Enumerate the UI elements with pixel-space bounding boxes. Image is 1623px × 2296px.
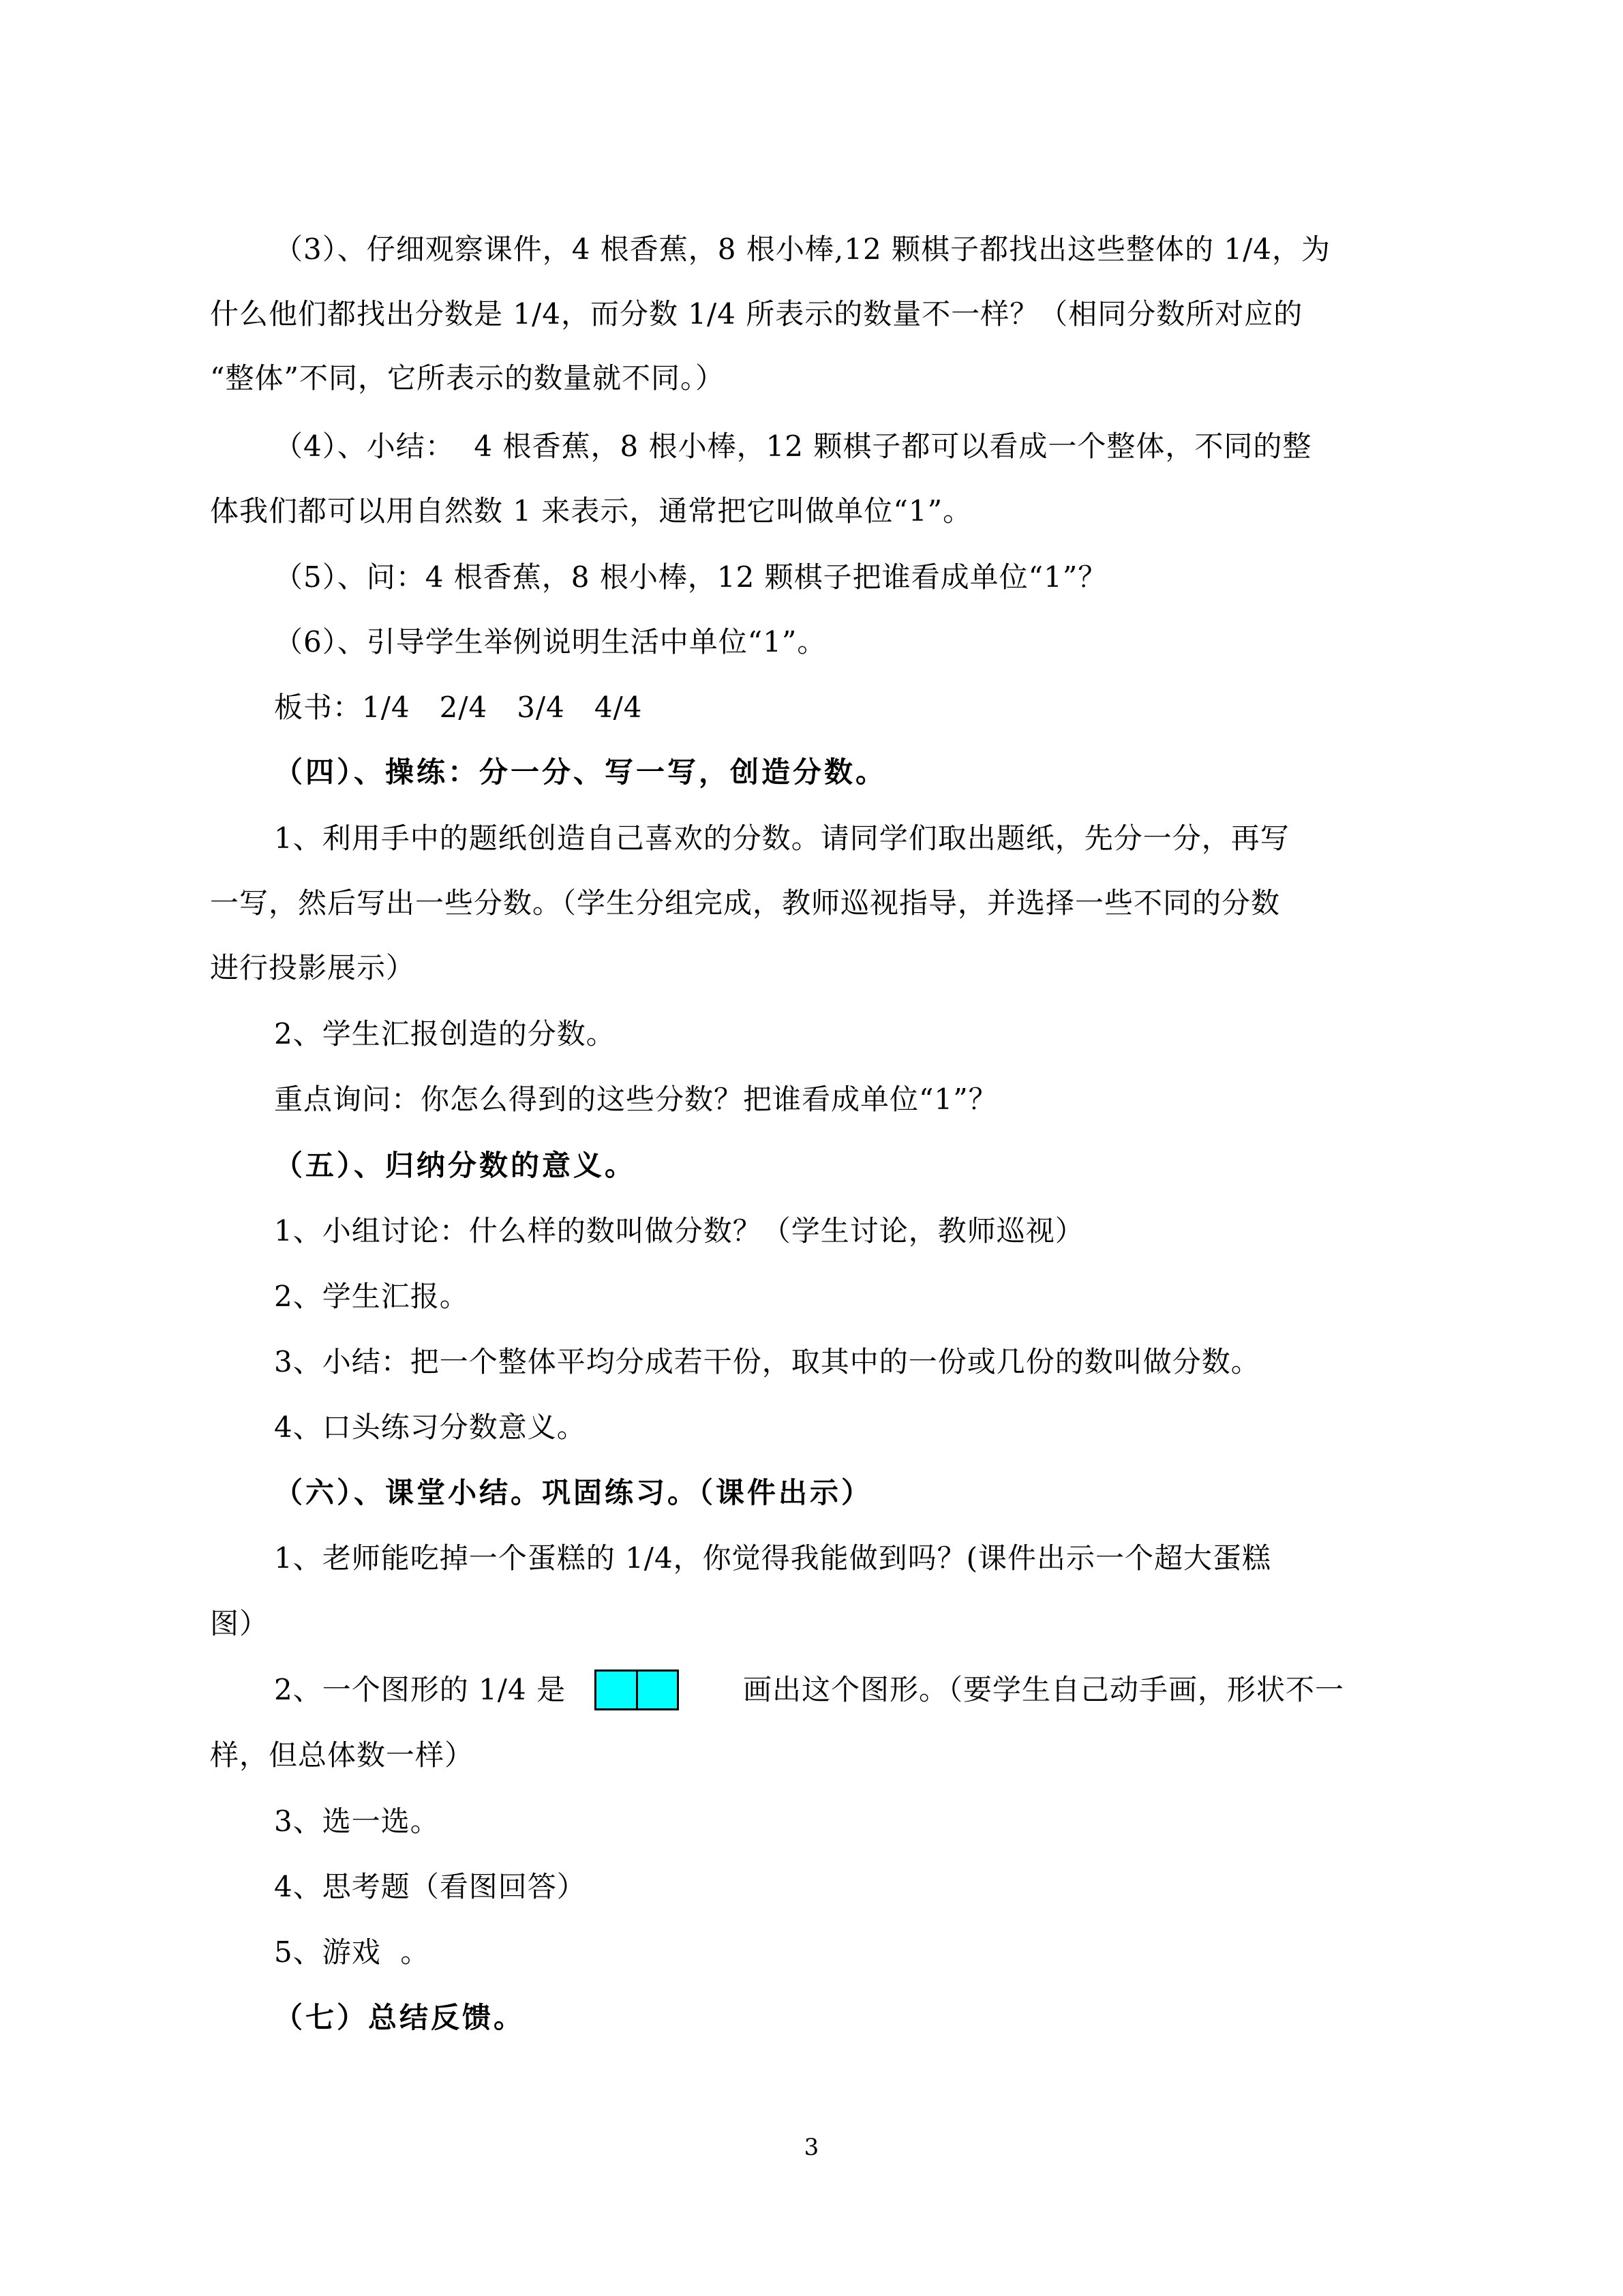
text-item-2-figure-end: 样，但总体数一样） bbox=[210, 1738, 474, 1772]
text-item-2-report-b: 2、学生汇报。 bbox=[274, 1280, 469, 1313]
text-line-3-cont: 什么他们都找出分数是 1/4，而分数 1/4 所表示的数量不一样？（相同分数所对应的 bbox=[210, 297, 1303, 331]
text-blackboard: 板书：1/4 2/4 3/4 4/4 bbox=[274, 691, 643, 724]
text-line-4-summary: （4）、小结： 4 根香蕉，8 根小棒，12 颗棋子都可以看成一个整体，不同的整 bbox=[274, 429, 1312, 463]
text-item-1-discuss: 1、小组讨论：什么样的数叫做分数？（学生讨论，教师巡视） bbox=[274, 1214, 1084, 1248]
text-line-3-end: “整体”不同，它所表示的数量就不同。） bbox=[210, 361, 725, 395]
text-key-question: 重点询问：你怎么得到的这些分数？把谁看成单位“1”？ bbox=[274, 1083, 998, 1116]
section-heading-6: （六）、课堂小结。巩固练习。（课件出示） bbox=[274, 1476, 873, 1509]
text-item-4-oral: 4、口头练习分数意义。 bbox=[274, 1410, 586, 1444]
figure-cell-left bbox=[596, 1672, 636, 1708]
text-item-5-game: 5、游戏 。 bbox=[274, 1935, 430, 1969]
text-item-4-think: 4、思考题（看图回答） bbox=[274, 1870, 586, 1903]
section-heading-5: （五）、归纳分数的意义。 bbox=[274, 1149, 637, 1182]
text-item-1-end: 进行投影展示） bbox=[210, 951, 416, 984]
section-heading-7: （七）总结反馈。 bbox=[274, 2001, 526, 2034]
text-line-4-cont: 体我们都可以用自然数 1 来表示，通常把它叫做单位“1”。 bbox=[210, 494, 973, 528]
text-item-1-cont: 一写，然后写出一些分数。（学生分组完成，教师巡视指导，并选择一些不同的分数 bbox=[210, 886, 1281, 920]
text-item-3-choose: 3、选一选。 bbox=[274, 1804, 440, 1838]
text-item-1-cake: 1、老师能吃掉一个蛋糕的 1/4，你觉得我能做到吗？(课件出示一个超大蛋糕 bbox=[274, 1541, 1272, 1575]
text-line-6-guide: （6）、引导学生举例说明生活中单位“1”。 bbox=[274, 625, 827, 659]
text-item-3-summary: 3、小结：把一个整体平均分成若干份，取其中的一份或几份的数叫做分数。 bbox=[274, 1345, 1260, 1378]
text-item-2-report: 2、学生汇报创造的分数。 bbox=[274, 1017, 616, 1051]
text-item-1-cake-cont: 图） bbox=[210, 1607, 269, 1640]
figure-cell-right bbox=[636, 1672, 678, 1708]
quarter-figure bbox=[594, 1670, 679, 1710]
section-heading-4: （四）、操练：分一分、写一写，创造分数。 bbox=[274, 755, 888, 789]
page-number: 3 bbox=[804, 2134, 819, 2161]
text-item-2-figure: 2、一个图形的 1/4 是 bbox=[274, 1673, 566, 1706]
text-line-3-observe: （3）、仔细观察课件，4 根香蕉，8 根小棒,12 颗棋子都找出这些整体的 1/4，为 bbox=[274, 232, 1331, 266]
text-item-2-figure-cont: 画出这个图形。（要学生自己动手画，形状不一 bbox=[743, 1673, 1345, 1706]
text-item-1-create: 1、利用手中的题纸创造自己喜欢的分数。请同学们取出题纸，先分一分，再写 bbox=[274, 821, 1290, 855]
text-line-5-question: （5）、问：4 根香蕉，8 根小棒，12 颗棋子把谁看成单位“1”？ bbox=[274, 560, 1108, 594]
